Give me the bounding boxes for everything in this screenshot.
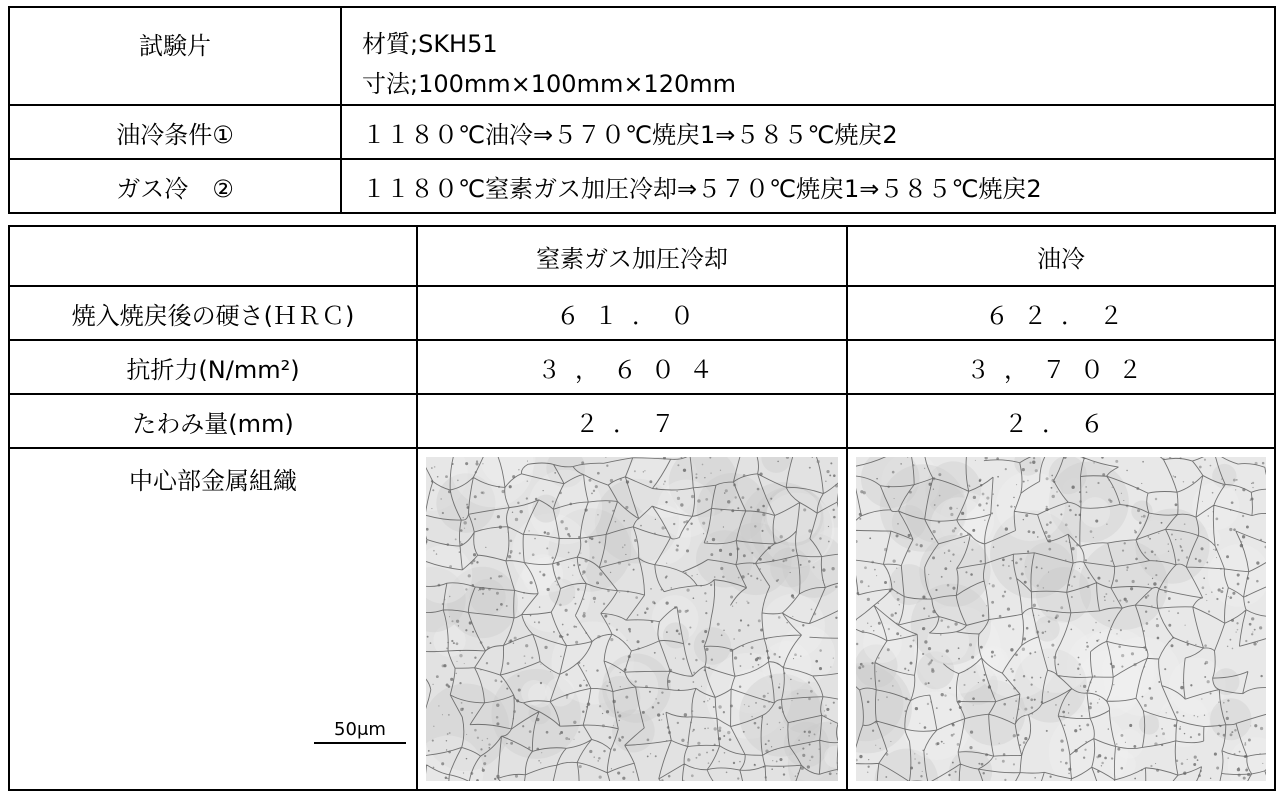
oil-condition-label: 油冷条件① xyxy=(9,105,341,159)
deflection-label: たわみ量(mm) xyxy=(9,394,417,448)
oil-condition-row xyxy=(9,105,1275,159)
deflection-oil-value: ２．６ xyxy=(847,394,1275,448)
specimen-conditions-table xyxy=(8,6,1276,214)
header-gas-quench: 窒素ガス加圧冷却 xyxy=(417,226,847,286)
bending-strength-gas-value: ３，６０４ xyxy=(417,340,847,394)
gas-condition-label: ガス冷 ② xyxy=(9,159,341,213)
oil-condition-process: １１８０℃油冷⇒５７０℃焼戻1⇒５８５℃焼戻2 xyxy=(341,105,1275,159)
deflection-gas-value: ２．７ xyxy=(417,394,847,448)
bending-strength-row xyxy=(9,340,1275,394)
microstructure-label-cell xyxy=(9,448,417,790)
microstructure-row xyxy=(9,448,1275,790)
oil-quench-micrograph xyxy=(856,457,1266,781)
microstructure-label: 中心部金属組織 xyxy=(129,467,297,495)
dimensions-text: 寸法;100mm×100mm×120mm xyxy=(362,70,737,98)
scale-bar-group xyxy=(310,719,410,744)
results-header-row xyxy=(9,226,1275,286)
specimen-row xyxy=(9,7,1275,105)
scale-bar-label: 50μm xyxy=(334,719,386,740)
hardness-label: 焼入焼戻後の硬さ(ＨＲＣ) xyxy=(9,286,417,340)
hardness-gas-value: ６１．０ xyxy=(417,286,847,340)
bending-strength-label: 抗折力(N/mm²) xyxy=(9,340,417,394)
oil-micrograph-cell xyxy=(847,448,1275,790)
scale-bar-line xyxy=(314,742,406,744)
header-empty-cell xyxy=(9,226,417,286)
hardness-oil-value: ６２．２ xyxy=(847,286,1275,340)
gas-quench-micrograph xyxy=(426,457,838,781)
specimen-label: 試験片 xyxy=(9,7,341,105)
deflection-row xyxy=(9,394,1275,448)
results-table xyxy=(8,225,1276,791)
specimen-details xyxy=(341,7,1275,105)
header-oil-quench: 油冷 xyxy=(847,226,1275,286)
gas-condition-process: １１８０℃窒素ガス加圧冷却⇒５７０℃焼戻1⇒５８５℃焼戻2 xyxy=(341,159,1275,213)
material-text: 材質;SKH51 xyxy=(362,30,498,58)
gas-micrograph-cell xyxy=(417,448,847,790)
bending-strength-oil-value: ３，７０２ xyxy=(847,340,1275,394)
hardness-row xyxy=(9,286,1275,340)
gas-condition-row xyxy=(9,159,1275,213)
